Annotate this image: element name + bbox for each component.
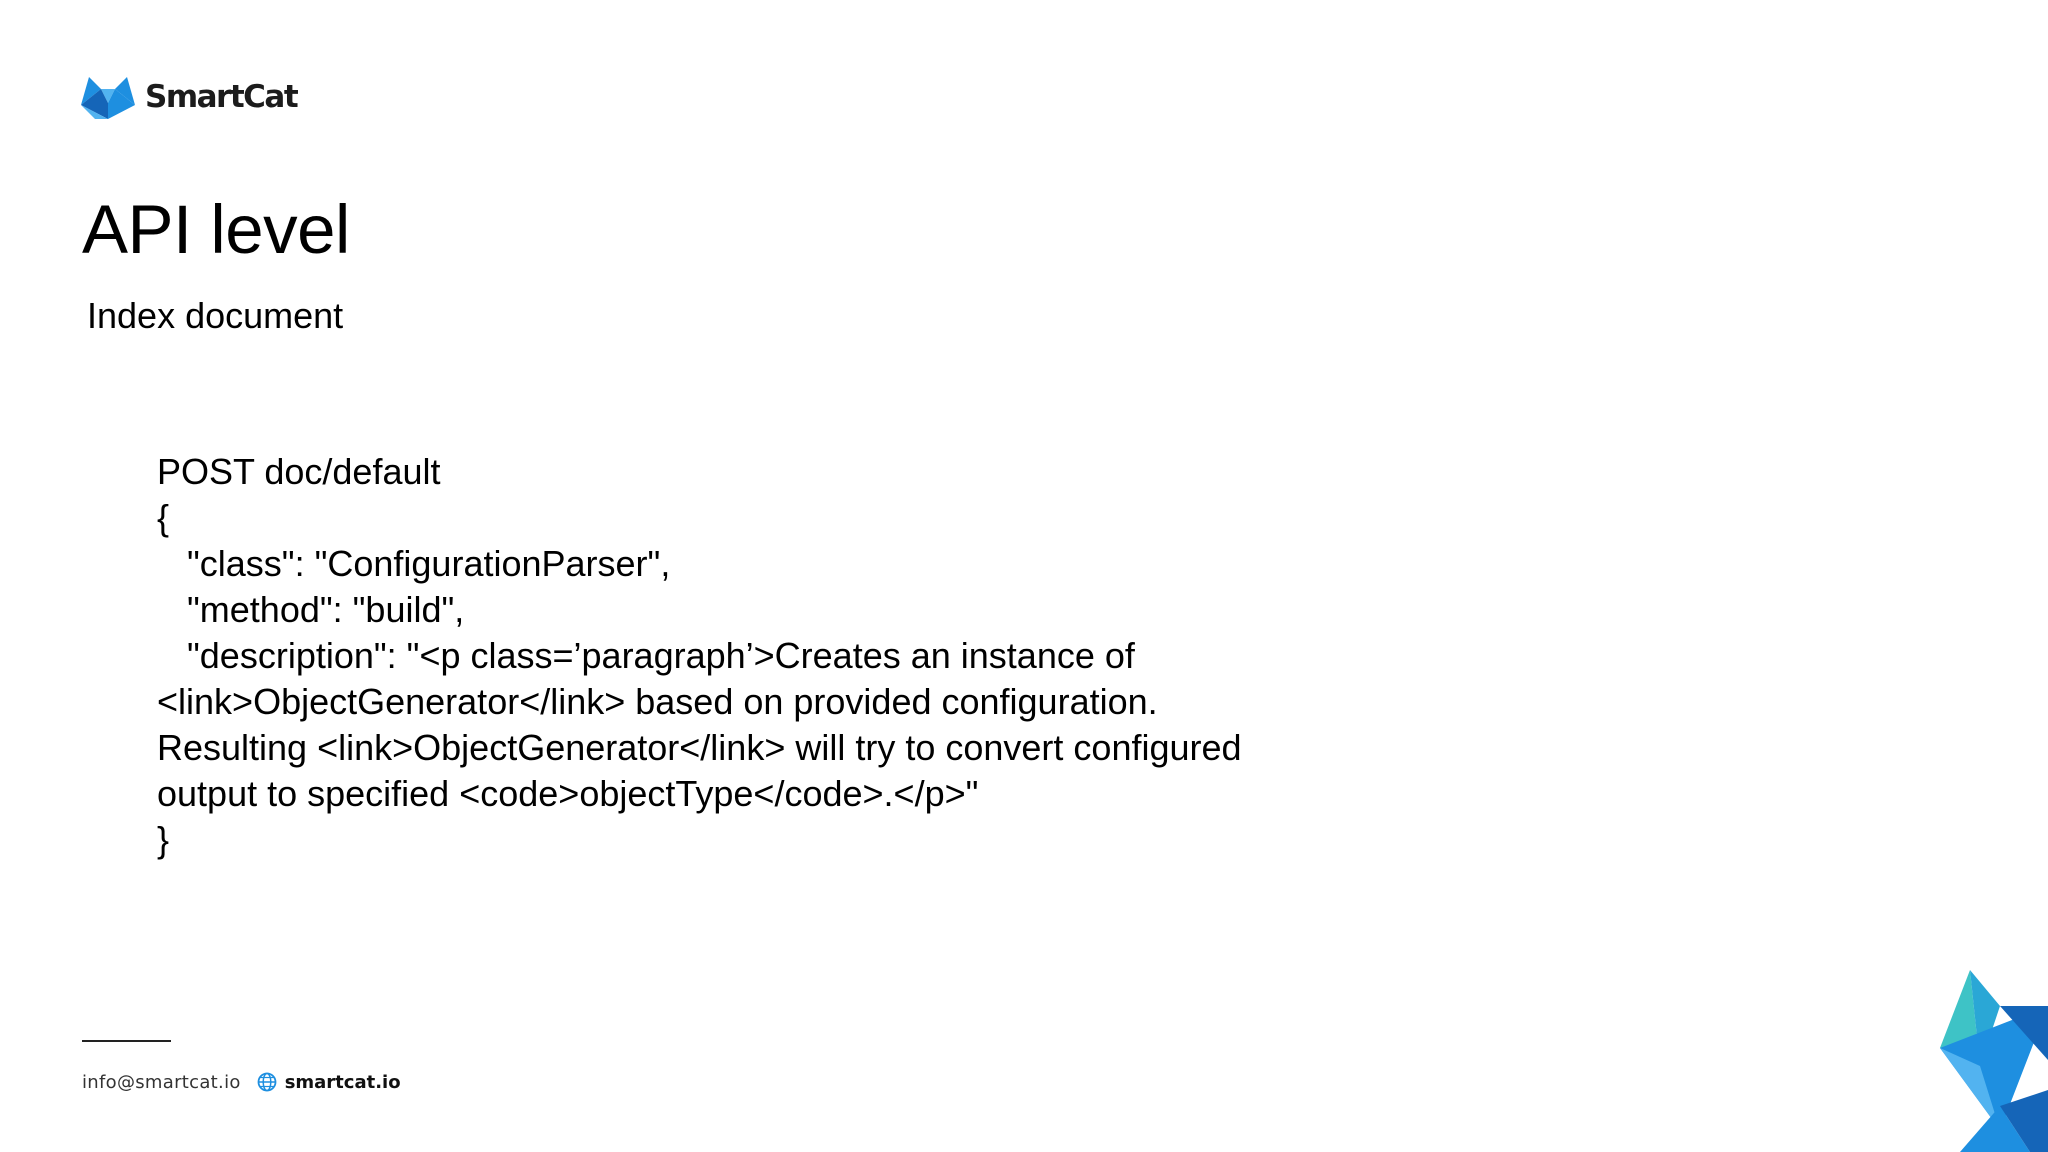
code-line: POST doc/default — [157, 451, 441, 492]
code-line: "description": "<p class=’paragraph’>Creates an instance of — [157, 635, 1135, 676]
code-line: } — [157, 819, 170, 860]
code-line: <link>ObjectGenerator</link> based on provided configuration. — [157, 681, 1158, 722]
code-line: "method": "build", — [157, 589, 465, 630]
globe-icon — [257, 1072, 277, 1092]
brand-logo — [81, 72, 297, 122]
code-line: Resulting <link>ObjectGenerator</link> will try to convert configured — [157, 727, 1242, 768]
code-line: output to specified <code>objectType</code>.</p>" — [157, 773, 979, 814]
code-line: "class": "ConfigurationParser", — [157, 543, 671, 584]
footer — [82, 1069, 401, 1095]
footer-website[interactable]: smartcat.io — [284, 1071, 401, 1093]
page-title: API level — [82, 191, 350, 268]
brand-name: SmartCat — [145, 78, 298, 115]
cat-head-icon — [81, 73, 135, 121]
footer-email[interactable]: info@smartcat.io — [82, 1071, 241, 1093]
page-subtitle: Index document — [87, 295, 344, 336]
footer-divider — [82, 1040, 171, 1042]
corner-decoration — [1930, 970, 2048, 1152]
code-block — [157, 449, 1407, 863]
code-line: { — [157, 497, 170, 538]
